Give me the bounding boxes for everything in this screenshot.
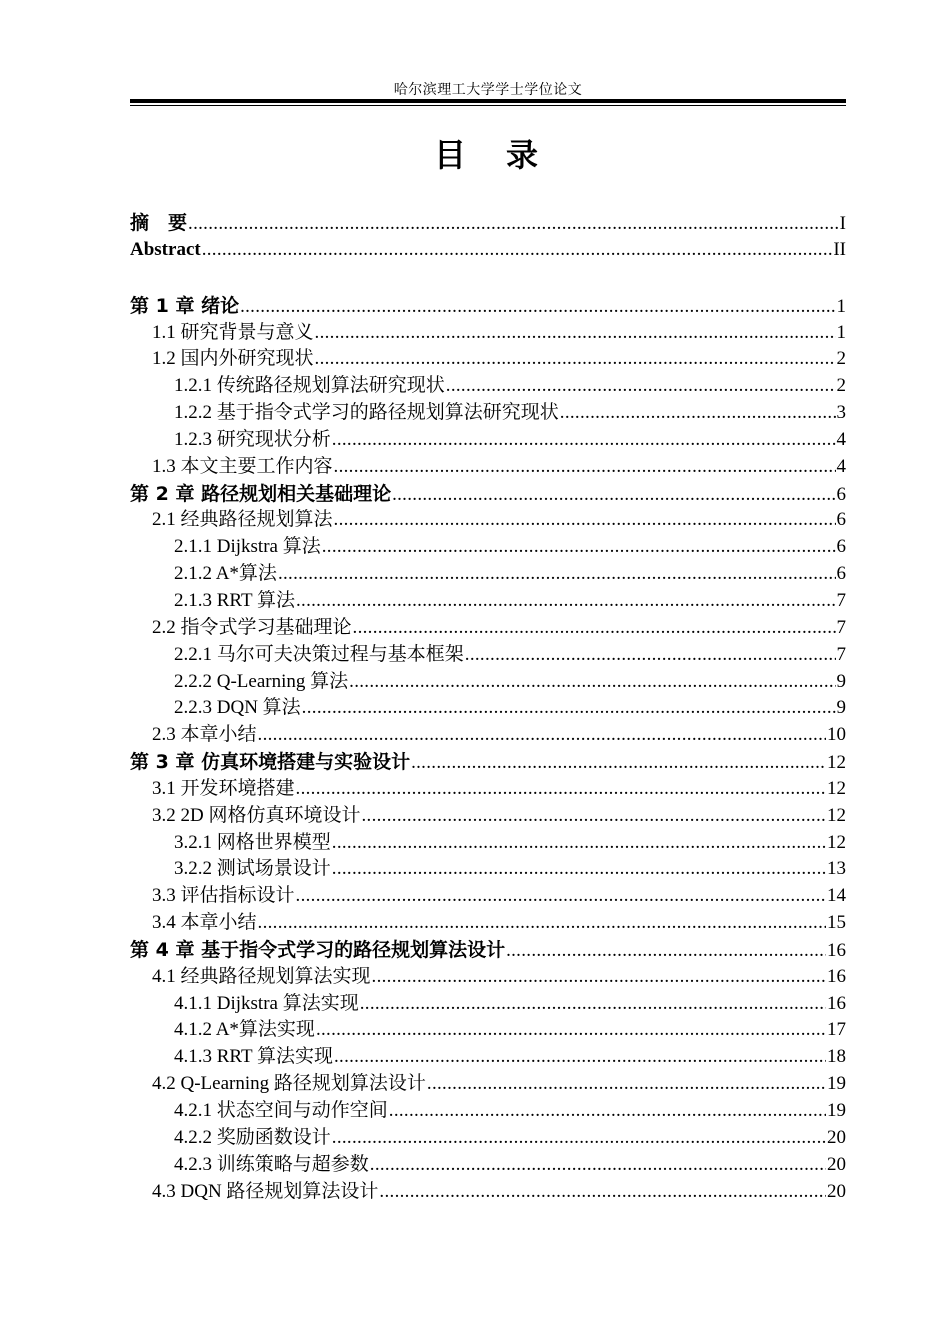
toc-entry-page: 16 xyxy=(827,965,846,987)
toc-entry-label: 4.1.1 Dijkstra 算法实现 xyxy=(174,992,359,1014)
toc-chapter-entry[interactable] xyxy=(130,293,846,320)
toc-leader-dots xyxy=(278,561,836,588)
toc-section-entry[interactable] xyxy=(130,454,846,481)
toc-section-entry[interactable] xyxy=(130,776,846,803)
toc-entry-label: Abstract xyxy=(130,238,201,260)
toc-section-entry[interactable] xyxy=(130,1179,846,1206)
toc-leader-dots xyxy=(202,237,833,264)
toc-entry-page: 20 xyxy=(827,1153,846,1175)
toc-entry-page: 1 xyxy=(836,321,846,343)
toc-section-entry[interactable] xyxy=(130,615,846,642)
toc-entry-page: 16 xyxy=(827,992,846,1014)
toc-entry-label: 4.2.3 训练策略与超参数 xyxy=(174,1153,369,1175)
toc-entry-label: 2.2 指令式学习基础理论 xyxy=(152,616,352,638)
toc-leader-dots xyxy=(334,454,836,481)
toc-section-entry[interactable] xyxy=(130,803,846,830)
toc-entry-page: 14 xyxy=(827,885,846,907)
toc-entry-page: 12 xyxy=(827,804,846,826)
toc-subsection-entry[interactable] xyxy=(130,400,846,427)
toc-entry-label: 3.4 本章小结 xyxy=(152,912,257,934)
toc-leader-dots xyxy=(411,750,826,777)
toc-entry-abstract-cn[interactable] xyxy=(130,210,846,237)
toc-subsection-entry[interactable] xyxy=(130,1152,846,1179)
toc-entry-label: 2.2.2 Q-Learning 算法 xyxy=(174,670,349,692)
toc-entry-label: 3.3 评估指标设计 xyxy=(152,885,295,907)
toc-entry-label: 1.2.1 传统路径规划算法研究现状 xyxy=(174,375,445,397)
toc-leader-dots xyxy=(560,400,836,427)
toc-leader-dots xyxy=(506,938,826,965)
toc-leader-dots xyxy=(465,642,836,669)
toc-section-entry[interactable] xyxy=(130,1071,846,1098)
toc-entry-label: 2.1.2 A*算法 xyxy=(174,563,277,585)
toc-entry-label: 2.3 本章小结 xyxy=(152,724,257,746)
toc-entry-page: 20 xyxy=(827,1126,846,1148)
toc-entry-page: 6 xyxy=(836,563,846,585)
toc-entry-page: I xyxy=(839,213,846,234)
toc-entry-abstract-en[interactable] xyxy=(130,237,846,264)
toc-subsection-entry[interactable] xyxy=(130,695,846,722)
toc-subsection-entry[interactable] xyxy=(130,1098,846,1125)
toc-leader-dots xyxy=(353,615,836,642)
toc-entry-label: 4.1.3 RRT 算法实现 xyxy=(174,1046,333,1068)
toc-entry-page: 10 xyxy=(827,724,846,746)
toc-leader-dots xyxy=(372,964,826,991)
toc-entry-page: 3 xyxy=(836,402,846,424)
toc-entry-label: 第 2 章 路径规划相关基础理论 xyxy=(130,482,392,505)
toc-entry-page: II xyxy=(833,238,846,260)
toc-subsection-entry[interactable] xyxy=(130,856,846,883)
toc-leader-dots xyxy=(188,211,839,238)
toc-entry-page: 9 xyxy=(836,697,846,719)
toc-leader-dots xyxy=(296,776,826,803)
toc-leader-dots xyxy=(334,1044,826,1071)
toc-entry-page: 20 xyxy=(827,1180,846,1202)
toc-leader-dots xyxy=(296,883,826,910)
toc-leader-dots xyxy=(315,346,836,373)
toc-entry-page: 17 xyxy=(827,1019,846,1041)
toc-leader-dots xyxy=(315,320,836,347)
toc-entry-page: 15 xyxy=(827,912,846,934)
header-rule-thin xyxy=(130,105,846,106)
toc-leader-dots xyxy=(332,427,836,454)
toc-subsection-entry[interactable] xyxy=(130,588,846,615)
toc-leader-dots xyxy=(302,695,836,722)
toc-entry-page: 6 xyxy=(836,536,846,558)
toc-chapter-entry[interactable] xyxy=(130,481,846,508)
toc-entry-label: 4.1.2 A*算法实现 xyxy=(174,1019,315,1041)
toc-entry-label: 1.2 国内外研究现状 xyxy=(152,348,314,370)
toc-leader-dots xyxy=(446,373,836,400)
toc-entry-label: 2.2.1 马尔可夫决策过程与基本框架 xyxy=(174,643,464,665)
toc-leader-dots xyxy=(361,803,826,830)
toc-leader-dots xyxy=(370,1152,826,1179)
toc-entry-page: 6 xyxy=(836,509,846,531)
toc-subsection-entry[interactable] xyxy=(130,642,846,669)
toc-entry-label: 1.2.3 研究现状分析 xyxy=(174,428,331,450)
toc-chapter-entry[interactable] xyxy=(130,749,846,776)
toc-entry-label: 2.2.3 DQN 算法 xyxy=(174,697,301,719)
toc-entry-page: 18 xyxy=(827,1046,846,1068)
toc-entry-label: 4.3 DQN 路径规划算法设计 xyxy=(152,1180,379,1202)
toc-leader-dots xyxy=(332,856,826,883)
toc-entry-page: 7 xyxy=(836,589,846,611)
toc-entry-label: 1.1 研究背景与意义 xyxy=(152,321,314,343)
toc-section-entry[interactable] xyxy=(130,722,846,749)
toc-subsection-entry[interactable] xyxy=(130,669,846,696)
toc-leader-dots xyxy=(332,830,826,857)
toc-entry-label: 3.2.2 测试场景设计 xyxy=(174,858,331,880)
toc-entry-page: 13 xyxy=(827,858,846,880)
toc-entry-label: 2.1.3 RRT 算法 xyxy=(174,589,295,611)
toc-chapter-list xyxy=(130,293,846,1206)
running-header: 哈尔滨理工大学学士学位论文 xyxy=(393,83,583,98)
toc-leader-dots xyxy=(322,534,836,561)
toc-leader-dots xyxy=(334,507,836,534)
toc-leader-dots xyxy=(258,722,826,749)
toc-leader-dots xyxy=(392,482,835,509)
toc-entry-page: 7 xyxy=(836,643,846,665)
toc-leader-dots xyxy=(379,1179,826,1206)
toc-entry-page: 2 xyxy=(836,348,846,370)
toc-entry-label: 1.2.2 基于指令式学习的路径规划算法研究现状 xyxy=(174,402,559,424)
toc-chapter-entry[interactable] xyxy=(130,937,846,964)
toc-entry-label: 4.2 Q-Learning 路径规划算法设计 xyxy=(152,1073,426,1095)
toc-entry-page: 4 xyxy=(836,455,846,477)
toc-entry-page: 12 xyxy=(827,752,846,774)
toc-leader-dots xyxy=(427,1071,826,1098)
toc-subsection-entry[interactable] xyxy=(130,830,846,857)
toc-entry-page: 19 xyxy=(827,1100,846,1121)
toc-subsection-entry[interactable] xyxy=(130,427,846,454)
toc-entry-label: 1.3 本文主要工作内容 xyxy=(152,455,333,477)
toc-spacer xyxy=(130,264,846,293)
toc-entry-page: 16 xyxy=(827,939,846,961)
toc-subsection-entry[interactable] xyxy=(130,991,846,1018)
toc-entry-label: 4.2.1 状态空间与动作空间 xyxy=(174,1100,388,1121)
toc-section-entry[interactable] xyxy=(130,507,846,534)
toc-entry-label: 3.2.1 网格世界模型 xyxy=(174,831,331,853)
toc-entry-label: 3.1 开发环境搭建 xyxy=(152,777,295,799)
toc-entry-page: 19 xyxy=(827,1073,846,1095)
toc-entry-page: 12 xyxy=(827,777,846,799)
toc-subsection-entry[interactable] xyxy=(130,1125,846,1152)
toc-section-entry[interactable] xyxy=(130,910,846,937)
toc-entry-label: 2.1 经典路径规划算法 xyxy=(152,509,333,531)
toc-leader-dots xyxy=(240,294,835,321)
toc-entry-page: 4 xyxy=(836,428,846,450)
toc-subsection-entry[interactable] xyxy=(130,1017,846,1044)
toc-section-entry[interactable] xyxy=(130,883,846,910)
toc-leader-dots xyxy=(389,1098,826,1125)
toc-leader-dots xyxy=(349,669,835,696)
toc-section-entry[interactable] xyxy=(130,964,846,991)
toc-section-entry[interactable] xyxy=(130,320,846,347)
toc-leader-dots xyxy=(332,1125,826,1152)
header-rule-thick xyxy=(130,99,846,103)
toc-entry-label: 4.2.2 奖励函数设计 xyxy=(174,1126,331,1148)
toc-title: 目 录 xyxy=(433,136,542,174)
toc-section-entry[interactable] xyxy=(130,346,846,373)
toc-leader-dots xyxy=(296,588,836,615)
table-of-contents xyxy=(130,210,846,1205)
toc-entry-page: 6 xyxy=(836,483,846,505)
toc-entry-page: 12 xyxy=(827,831,846,853)
toc-entry-label: 第 4 章 基于指令式学习的路径规划算法设计 xyxy=(130,938,506,961)
toc-subsection-entry[interactable] xyxy=(130,534,846,561)
toc-entry-label: 第 1 章 绪论 xyxy=(130,294,240,317)
toc-subsection-entry[interactable] xyxy=(130,373,846,400)
toc-leader-dots xyxy=(360,991,826,1018)
toc-entry-page: 9 xyxy=(836,670,846,692)
toc-entry-label: 第 3 章 仿真环境搭建与实验设计 xyxy=(130,751,411,774)
toc-leader-dots xyxy=(258,910,826,937)
toc-entry-label: 3.2 2D 网格仿真环境设计 xyxy=(152,804,361,826)
toc-leader-dots xyxy=(316,1017,826,1044)
toc-entry-page: 1 xyxy=(836,295,846,317)
toc-entry-page: 2 xyxy=(836,375,846,397)
toc-entry-page: 7 xyxy=(836,616,846,638)
toc-entry-label: 4.1 经典路径规划算法实现 xyxy=(152,965,371,987)
toc-entry-label: 2.1.1 Dijkstra 算法 xyxy=(174,536,321,558)
toc-subsection-entry[interactable] xyxy=(130,1044,846,1071)
toc-entry-label: 摘 要 xyxy=(130,212,188,234)
toc-subsection-entry[interactable] xyxy=(130,561,846,588)
